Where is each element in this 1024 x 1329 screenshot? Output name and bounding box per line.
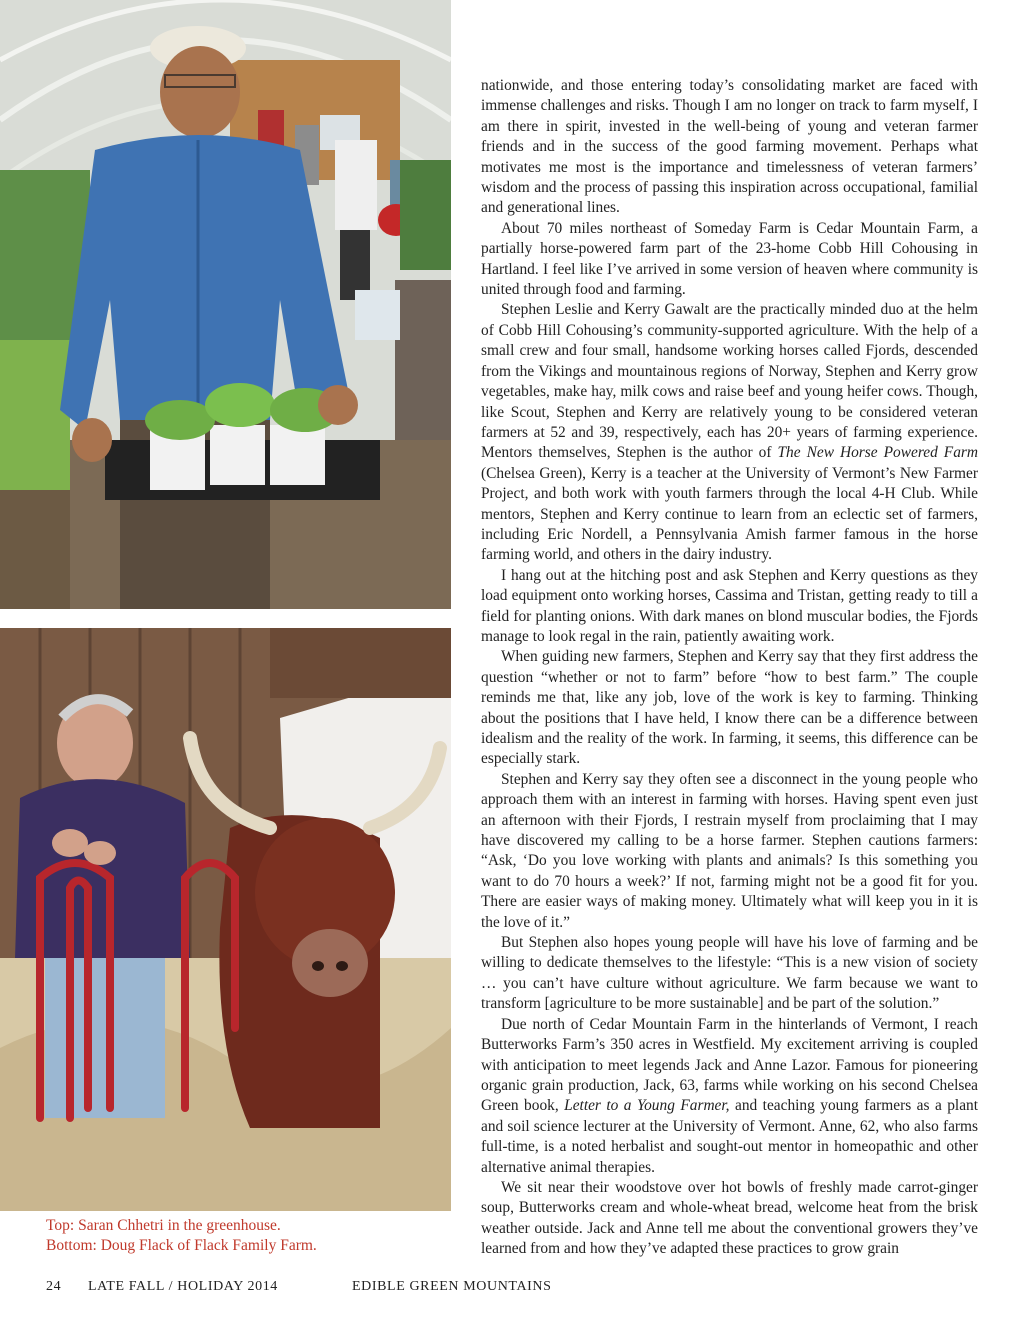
magazine-name: EDIBLE GREEN MOUNTAINS [352,1279,552,1294]
article-paragraph [481,647,978,769]
page-number: 24 [46,1279,62,1294]
paragraph-text: When guiding new farmers, Stephen and Kerry say that they first address the question “whether or not to farm” before “how to best farm.” The couple reminds me that, like any job, love of the work is key to farming. Thinking about the positions that I have held, I know there can be a difference between idealism and the reality of the work. In farming, it seems, this difference can be especially stark. [481,648,978,768]
page-footer [0,1279,1024,1299]
paragraph-text: and teaching young farmers as a plant and soil science lecturer at the University of Vermont. Anne, 62, who also farms full-time, is a noted herbalist and sought-out mentor in homeopathic and other alternative animal therapies. [481,1097,979,1176]
paragraph-text: Stephen Leslie and Kerry Gawalt are the practically minded duo at the helm of Cobb Hill Cohousing’s community-supported agriculture. With the help of a small crew and four small, handsome working horses called Fjords, descended from the Vikings and mountainous regions of Norway, Stephen and Kerry grow vegetables, make hay, milk cows and raise beef and young heifer cows. Though, like Scout, Stephen and Kerry are relatively young to be considered veteran farmers at 52 and 39, respectively, each has 20+ years of farming experience. Mentors themselves, Stephen is the author of [481,301,978,462]
paragraph-text: Due north of Cedar Mountain Farm in the hinterlands of Vermont, I reach Butterworks Farm’s 350 acres in Westfield. My excitement arriving is coupled with anticipation to meet legends Jack and Anne Lazor. Famous for pioneering organic grain production, Jack, 63, farms while working on his second Chelsea Green book, [481,1015,978,1115]
article-paragraph [481,300,978,565]
photo-greenhouse [0,0,451,609]
paragraph-text: About 70 miles northeast of Someday Farm is Cedar Mountain Farm, a partially horse-powered farm part of the 23-home Cobb Hill Cohousing in Hartland. I feel like I’ve arrived in some version of heaven where community is united through food and farming. [481,219,978,299]
book-title: Letter to a Young Farmer, [564,1097,730,1115]
paragraph-text: We sit near their woodstove over hot bowls of freshly made carrot-ginger soup, Butterworks cream and whole-wheat bread, welcome heat from the brisk weather outside. Jack and Anne tell me about the conventional growers they’ve learned from and how they’ve adapted these practices to grow grain [481,1178,978,1258]
article-paragraph [481,1015,978,1178]
issue-date: LATE FALL / HOLIDAY 2014 [88,1279,278,1294]
article-paragraph [481,1178,978,1260]
caption-bottom: Bottom: Doug Flack of Flack Family Farm. [46,1237,317,1254]
paragraph-text: I hang out at the hitching post and ask Stephen and Kerry questions as they load equipment onto working horses, Cassima and Tristan, getting ready to till a field for planting onions. With dark manes on blond muscular bodies, the Fjords manage to look regal in the rain, patiently awaiting work. [481,566,978,645]
paragraph-text: But Stephen also hopes young people will have his love of farming and be willing to dedicate themselves to the lifestyle: “This is a new vision of society … you can’t have culture without agriculture. We farm because we want to transform [agriculture to be more sustainable] and be part of the solution.” [481,934,978,1013]
article-paragraph [481,76,978,219]
paragraph-text: nationwide, and those entering today’s consolidating market are faced with immense challenges and risks. Though I am no longer on track to farm myself, I am there in spirit, invested in the well-being of young and veteran farmer friends and in the success of the good farming movement. Perhaps what motivates me most is the importance and timelessness of veteran farmers’ wisdom and the process of passing this inspiration across occupational, familial and generational lines. [481,77,978,217]
article-paragraph [481,933,978,1015]
photo-caption [46,1216,446,1256]
article-paragraph [481,566,978,648]
caption-top: Top: Saran Chhetri in the greenhouse. [46,1217,281,1234]
photo-barn-cow [0,628,451,1211]
article-paragraph [481,770,978,933]
paragraph-text: (Chelsea Green), Kerry is a teacher at the University of Vermont’s New Farmer Project, and both work with youth farmers through the local 4-H Club. While mentors, Stephen and Kerry continue to learn from an eclectic set of farmers, including Eric Nordell, a Pennsylvania Amish farmer famous in the horse farming world, and others in the dairy industry. [481,464,978,564]
article-paragraph [481,219,978,301]
paragraph-text: Stephen and Kerry say they often see a disconnect in the young people who approach them with an interest in farming with horses. Having spent even just an afternoon with their Fjords, I restrain myself from proclaiming that I may have discovered my calling to be a horse farmer. Stephen cautions farmers: “Ask, ‘Do you love working with plants and animals? Is this something you want to do 70 hours a week?’ If not, farming might not be a good fit for you. There are easier ways of making money. Ultimately what will keep you in it is the love of it.” [481,770,978,931]
book-title: The New Horse Powered Farm [777,444,979,462]
article-body [481,76,978,1260]
